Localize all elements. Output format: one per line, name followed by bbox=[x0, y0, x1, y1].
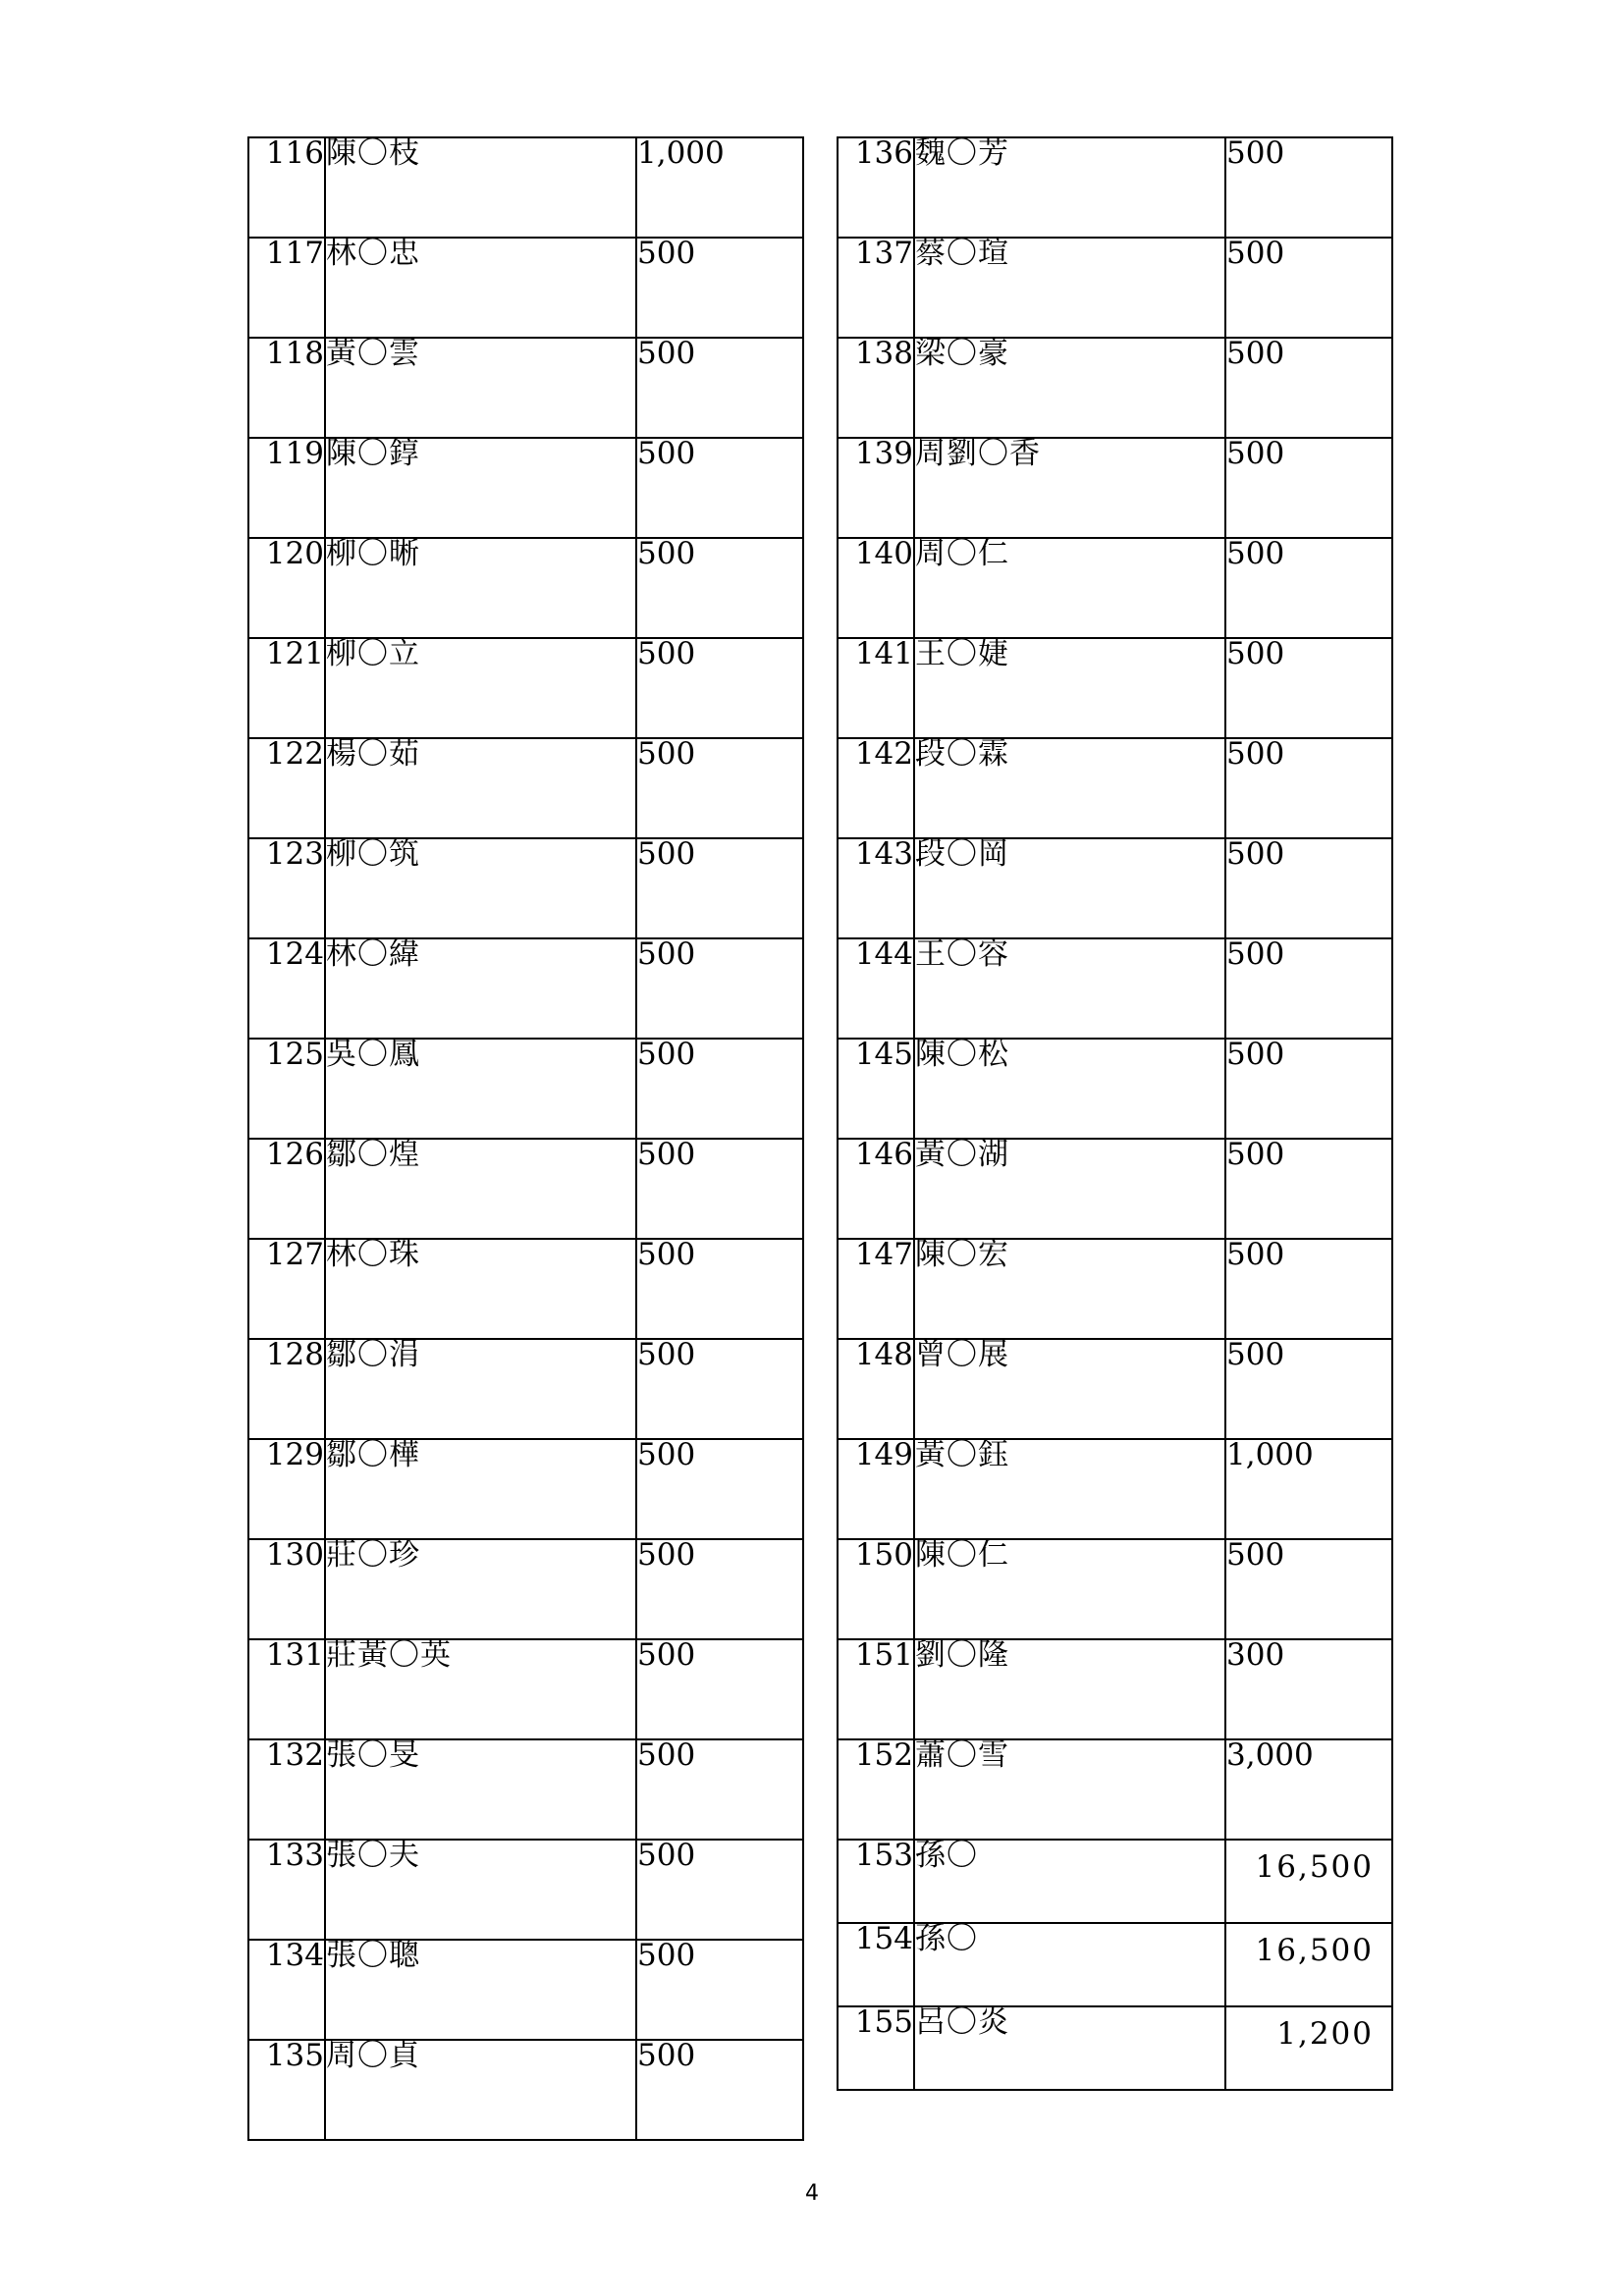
row-number: 136 bbox=[838, 137, 914, 238]
donation-amount: 500 bbox=[636, 1239, 803, 1339]
donor-name: 柳〇筑 bbox=[325, 838, 636, 938]
donor-name: 梁〇豪 bbox=[914, 338, 1225, 438]
donation-amount: 500 bbox=[636, 238, 803, 338]
table-row bbox=[248, 1940, 803, 2040]
donation-amount: 500 bbox=[636, 1139, 803, 1239]
table-row bbox=[838, 1639, 1392, 1739]
donation-amount: 500 bbox=[636, 1539, 803, 1639]
donor-name: 林〇緯 bbox=[325, 938, 636, 1039]
row-number: 148 bbox=[838, 1339, 914, 1439]
table-row bbox=[838, 338, 1392, 438]
row-number: 134 bbox=[248, 1940, 325, 2040]
table-row bbox=[838, 137, 1392, 238]
table-row bbox=[248, 338, 803, 438]
donor-name: 吳〇鳳 bbox=[325, 1039, 636, 1139]
donor-name: 柳〇立 bbox=[325, 638, 636, 738]
row-number: 149 bbox=[838, 1439, 914, 1539]
donor-name: 張〇夫 bbox=[325, 1840, 636, 1940]
row-number: 150 bbox=[838, 1539, 914, 1639]
table-row bbox=[248, 838, 803, 938]
donor-name: 林〇忠 bbox=[325, 238, 636, 338]
table-row bbox=[248, 538, 803, 638]
row-number: 123 bbox=[248, 838, 325, 938]
donation-amount: 500 bbox=[1225, 1139, 1392, 1239]
row-number: 124 bbox=[248, 938, 325, 1039]
row-number: 145 bbox=[838, 1039, 914, 1139]
row-number: 146 bbox=[838, 1139, 914, 1239]
table-row bbox=[838, 1039, 1392, 1139]
table-row bbox=[838, 938, 1392, 1039]
donation-amount: 500 bbox=[1225, 137, 1392, 238]
row-number: 135 bbox=[248, 2040, 325, 2140]
donor-name: 鄒〇樺 bbox=[325, 1439, 636, 1539]
donation-amount: 500 bbox=[1225, 838, 1392, 938]
table-row bbox=[248, 638, 803, 738]
row-number: 143 bbox=[838, 838, 914, 938]
donation-amount: 500 bbox=[636, 1739, 803, 1840]
donation-amount: 500 bbox=[636, 1840, 803, 1940]
row-number: 131 bbox=[248, 1639, 325, 1739]
table-row bbox=[838, 1239, 1392, 1339]
table-row bbox=[248, 1139, 803, 1239]
row-number: 138 bbox=[838, 338, 914, 438]
row-number: 142 bbox=[838, 738, 914, 838]
table-row bbox=[248, 438, 803, 538]
donation-amount: 500 bbox=[636, 338, 803, 438]
donation-amount: 500 bbox=[636, 538, 803, 638]
donor-table-right bbox=[837, 136, 1393, 2091]
donation-amount: 500 bbox=[1225, 1039, 1392, 1139]
row-number: 122 bbox=[248, 738, 325, 838]
donor-name: 莊黃〇英 bbox=[325, 1639, 636, 1739]
donor-name: 蕭〇雪 bbox=[914, 1739, 1225, 1840]
row-number: 117 bbox=[248, 238, 325, 338]
table-row bbox=[248, 1439, 803, 1539]
donation-amount: 500 bbox=[1225, 1339, 1392, 1439]
donor-name: 曾〇展 bbox=[914, 1339, 1225, 1439]
table-row bbox=[838, 1439, 1392, 1539]
table-row bbox=[248, 938, 803, 1039]
donation-amount: 500 bbox=[636, 2040, 803, 2140]
row-number: 125 bbox=[248, 1039, 325, 1139]
row-number: 118 bbox=[248, 338, 325, 438]
donation-amount: 500 bbox=[636, 738, 803, 838]
row-number: 139 bbox=[838, 438, 914, 538]
table-row bbox=[248, 1239, 803, 1339]
row-number: 126 bbox=[248, 1139, 325, 1239]
row-number: 132 bbox=[248, 1739, 325, 1840]
donation-amount: 500 bbox=[636, 1439, 803, 1539]
donation-amount: 500 bbox=[1225, 538, 1392, 638]
donation-amount: 500 bbox=[1225, 938, 1392, 1039]
donation-amount: 1,200 bbox=[1225, 2006, 1392, 2090]
donor-name: 段〇岡 bbox=[914, 838, 1225, 938]
donation-amount: 500 bbox=[636, 638, 803, 738]
table-row bbox=[838, 1739, 1392, 1840]
donor-name: 莊〇珍 bbox=[325, 1539, 636, 1639]
row-number: 151 bbox=[838, 1639, 914, 1739]
row-number: 153 bbox=[838, 1840, 914, 1923]
row-number: 130 bbox=[248, 1539, 325, 1639]
donation-amount: 500 bbox=[636, 1039, 803, 1139]
donor-name: 王〇婕 bbox=[914, 638, 1225, 738]
table-row bbox=[838, 438, 1392, 538]
table-row bbox=[248, 1639, 803, 1739]
page-number: 4 bbox=[805, 2181, 819, 2206]
donor-name: 陳〇松 bbox=[914, 1039, 1225, 1139]
table-row bbox=[248, 1339, 803, 1439]
table-row bbox=[838, 1840, 1392, 1923]
donation-amount: 500 bbox=[1225, 1539, 1392, 1639]
row-number: 144 bbox=[838, 938, 914, 1039]
table-row bbox=[838, 638, 1392, 738]
table-row bbox=[838, 1139, 1392, 1239]
donor-name: 呂〇炎 bbox=[914, 2006, 1225, 2090]
donation-amount: 500 bbox=[1225, 1239, 1392, 1339]
donor-name: 周〇貞 bbox=[325, 2040, 636, 2140]
row-number: 155 bbox=[838, 2006, 914, 2090]
row-number: 147 bbox=[838, 1239, 914, 1339]
row-number: 116 bbox=[248, 137, 325, 238]
table-row bbox=[838, 838, 1392, 938]
donor-table-left bbox=[247, 136, 804, 2141]
donor-name: 陳〇錞 bbox=[325, 438, 636, 538]
table-row bbox=[838, 1923, 1392, 2006]
row-number: 128 bbox=[248, 1339, 325, 1439]
donor-name: 陳〇枝 bbox=[325, 137, 636, 238]
table-row bbox=[248, 1840, 803, 1940]
donation-amount: 500 bbox=[1225, 638, 1392, 738]
donor-name: 周劉〇香 bbox=[914, 438, 1225, 538]
donor-name: 孫〇 bbox=[914, 1840, 1225, 1923]
table-row bbox=[838, 738, 1392, 838]
donation-amount: 1,000 bbox=[636, 137, 803, 238]
table-row bbox=[248, 738, 803, 838]
row-number: 154 bbox=[838, 1923, 914, 2006]
table-row bbox=[248, 2040, 803, 2140]
table-row bbox=[838, 238, 1392, 338]
donor-name: 劉〇隆 bbox=[914, 1639, 1225, 1739]
row-number: 152 bbox=[838, 1739, 914, 1840]
row-number: 127 bbox=[248, 1239, 325, 1339]
donor-name: 王〇容 bbox=[914, 938, 1225, 1039]
donor-name: 孫〇 bbox=[914, 1923, 1225, 2006]
donor-name: 蔡〇瑄 bbox=[914, 238, 1225, 338]
donor-name: 魏〇芳 bbox=[914, 137, 1225, 238]
donor-name: 張〇旻 bbox=[325, 1739, 636, 1840]
row-number: 121 bbox=[248, 638, 325, 738]
table-row bbox=[838, 1339, 1392, 1439]
donation-amount: 300 bbox=[1225, 1639, 1392, 1739]
donation-amount: 500 bbox=[1225, 338, 1392, 438]
donor-name: 鄒〇涓 bbox=[325, 1339, 636, 1439]
donation-amount: 1,000 bbox=[1225, 1439, 1392, 1539]
row-number: 141 bbox=[838, 638, 914, 738]
row-number: 120 bbox=[248, 538, 325, 638]
table-row bbox=[838, 538, 1392, 638]
row-number: 137 bbox=[838, 238, 914, 338]
table-row bbox=[838, 2006, 1392, 2090]
donor-name: 黃〇雲 bbox=[325, 338, 636, 438]
row-number: 133 bbox=[248, 1840, 325, 1940]
donor-name: 黃〇鈺 bbox=[914, 1439, 1225, 1539]
table-row bbox=[248, 1039, 803, 1139]
donation-amount: 500 bbox=[636, 838, 803, 938]
donor-name: 鄒〇煌 bbox=[325, 1139, 636, 1239]
donation-amount: 500 bbox=[636, 1639, 803, 1739]
row-number: 129 bbox=[248, 1439, 325, 1539]
donor-name: 周〇仁 bbox=[914, 538, 1225, 638]
donor-name: 陳〇仁 bbox=[914, 1539, 1225, 1639]
donation-amount: 500 bbox=[1225, 238, 1392, 338]
table-row bbox=[248, 137, 803, 238]
donation-amount: 16,500 bbox=[1225, 1840, 1392, 1923]
table-row bbox=[838, 1539, 1392, 1639]
donation-amount: 3,000 bbox=[1225, 1739, 1392, 1840]
donor-name: 柳〇晰 bbox=[325, 538, 636, 638]
donor-name: 陳〇宏 bbox=[914, 1239, 1225, 1339]
table-row bbox=[248, 238, 803, 338]
donation-amount: 500 bbox=[636, 938, 803, 1039]
table-row bbox=[248, 1739, 803, 1840]
donation-amount: 500 bbox=[1225, 738, 1392, 838]
donor-name: 楊〇茹 bbox=[325, 738, 636, 838]
donation-amount: 500 bbox=[636, 1940, 803, 2040]
donation-amount: 500 bbox=[636, 438, 803, 538]
donation-amount: 500 bbox=[636, 1339, 803, 1439]
table-row bbox=[248, 1539, 803, 1639]
donor-name: 黃〇湖 bbox=[914, 1139, 1225, 1239]
donation-amount: 16,500 bbox=[1225, 1923, 1392, 2006]
row-number: 140 bbox=[838, 538, 914, 638]
donor-name: 段〇霖 bbox=[914, 738, 1225, 838]
donor-name: 張〇聰 bbox=[325, 1940, 636, 2040]
donation-amount: 500 bbox=[1225, 438, 1392, 538]
donor-name: 林〇珠 bbox=[325, 1239, 636, 1339]
row-number: 119 bbox=[248, 438, 325, 538]
